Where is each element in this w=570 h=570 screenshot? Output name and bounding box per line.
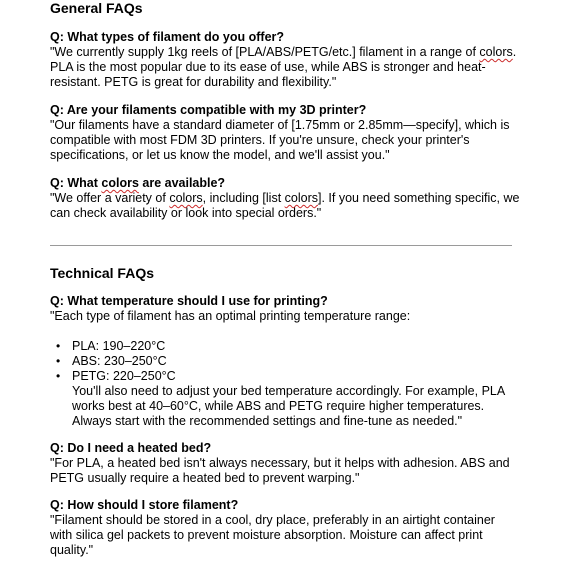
- list-item: • PLA: 190–220°C: [56, 339, 166, 353]
- technical-faqs-heading: Technical FAQs: [50, 265, 154, 281]
- list-item: • PETG: 220–250°C: [56, 369, 176, 383]
- faq-document: [50, 0, 520, 558]
- section-divider: [50, 245, 512, 246]
- faq-answer: "Filament should be stored in a cool, dry place, preferably in an airtight container with silica gel packets to prevent moisture absorption. Moisture can affect print quality.": [50, 513, 495, 557]
- spellcheck-word: colors: [479, 45, 513, 59]
- faq-compatibility: [50, 103, 520, 163]
- list-item: • ABS: 230–250°C: [56, 354, 167, 368]
- faq-question: Q: What types of filament do you offer?: [50, 30, 285, 44]
- general-faqs-heading: General FAQs: [50, 0, 143, 16]
- faq-answer: "We currently supply 1kg reels of [PLA/ABS/PETG/etc.] filament in a range of colors. PLA is the most popular due to its ease of use, while ABS is stronger and heat-resistant. PETG is great for durability and flexibility.": [50, 45, 517, 89]
- spellcheck-word: colors: [101, 176, 139, 190]
- faq-answer-intro: "Each type of filament has an optimal printing temperature range:: [50, 309, 411, 323]
- temperature-list: [50, 339, 520, 384]
- spellcheck-word: colors: [169, 191, 203, 205]
- faq-question: Q: How should I store filament?: [50, 498, 239, 512]
- faq-question: Q: Are your filaments compatible with my 3D printer?: [50, 103, 367, 117]
- faq-answer: "For PLA, a heated bed isn't always necessary, but it helps with adhesion. ABS and PETG usually require a heated bed to prevent warping.": [50, 456, 510, 485]
- bullet-icon: •: [56, 369, 61, 383]
- bullet-icon: •: [56, 339, 61, 353]
- faq-answer: "Our filaments have a standard diameter of [1.75mm or 2.85mm—specify], which is compatible with most FDM 3D printers. If you're unsure, check your printer's specifications, or let us know the model, and we'll assist you.": [50, 118, 510, 162]
- faq-question: Q: Do I need a heated bed?: [50, 441, 212, 455]
- faq-question: Q: What colors are available?: [50, 176, 226, 190]
- spellcheck-word: colors: [284, 191, 318, 205]
- faq-colors: [50, 176, 520, 221]
- faq-heated-bed: [50, 441, 520, 486]
- bullet-icon: •: [56, 354, 61, 368]
- faq-filament-types: [50, 30, 520, 90]
- faq-answer-note: You'll also need to adjust your bed temperature accordingly. For example, PLA works best at 40–60°C, while ABS and PETG require higher temperatures. Always start with the recommended settings and fine-tune as needed.": [72, 384, 505, 428]
- faq-storage: [50, 498, 520, 558]
- faq-answer: "We offer a variety of colors, including [list colors]. If you need something specific, we can check availability or look into special orders.": [50, 191, 520, 220]
- faq-temperature: [50, 294, 520, 429]
- faq-question: Q: What temperature should I use for printing?: [50, 294, 328, 308]
